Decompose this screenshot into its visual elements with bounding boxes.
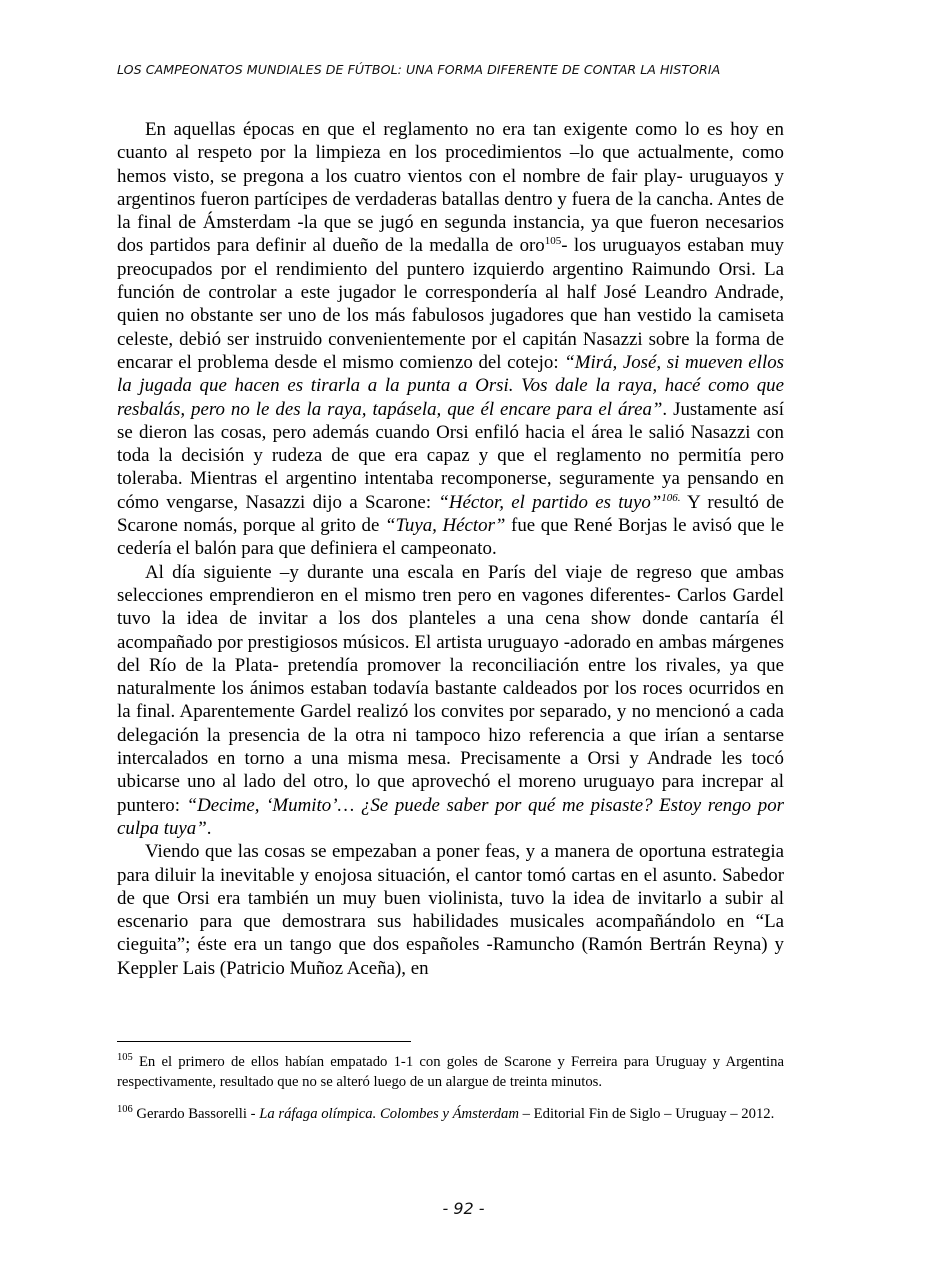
- p2-quote-1: “Decime, ‘Mumito’… ¿Se puede saber por qué me pisaste? Estoy rengo por culpa tuya”: [117, 794, 784, 839]
- paragraph-3: [117, 840, 784, 980]
- footnote-106: [117, 1105, 784, 1125]
- p1-quote-1: “Mirá, José, si mueven ellos la jugada que hacen es tirarla a la punta a Orsi. Vos dale la raya, hacé como que resbalás, pero no le des la raya, tapásela, que él encare para el área”: [117, 351, 784, 420]
- footnote-106-text-1: Gerardo Bassorelli -: [132, 1106, 260, 1123]
- footnote-number-106: 106: [117, 1104, 133, 1116]
- running-header: LOS CAMPEONATOS MUNDIALES DE FÚTBOL: UNA FORMA DIFERENTE DE CONTAR LA HISTORIA: [117, 62, 721, 77]
- p1-quote-3: “Tuya, Héctor”: [384, 515, 506, 537]
- p1-text-4: Y resultó de Scarone nomás, porque al grito de: [117, 491, 784, 537]
- paragraph-1: [117, 118, 784, 561]
- footnotes: [117, 1053, 784, 1138]
- footnote-106-text-2: – Editorial Fin de Siglo – Uruguay – 2012.: [518, 1106, 775, 1123]
- footnote-ref-106[interactable]: 106.: [661, 491, 681, 504]
- footnote-106-book-title: La ráfaga olímpica. Colombes y Ámsterdam: [259, 1106, 519, 1123]
- body-text: [117, 118, 784, 980]
- p1-text-3: . Justamente así se dieron las cosas, pero además cuando Orsi enfiló hacia el área le salió Nasazzi con toda la decisión y rudeza de que era capaz y que el reglamento no permitía pero toleraba. Mientras el argentino intentaba recomponerse, seguramente ya pensando en cómo vengarse, Nasazzi dijo a Scarone:: [117, 398, 784, 513]
- p2-text-2: .: [206, 817, 212, 839]
- footnote-105-text: En el primero de ellos habían empatado 1-1 con goles de Scarone y Ferreira para Uruguay y Argentina respectivamente, resultado que no se alteró luego de un alargue de treinta minutos.: [117, 1054, 784, 1090]
- p3-text-1: Viendo que las cosas se empezaban a poner feas, y a manera de oportuna estrategia para diluir la inevitable y enojosa situación, el cantor tomó cartas en el asunto. Sabedor de que Orsi era también un muy buen violinista, tuvo la idea de invitarlo a subir al escenario para que demostrara sus habilidades musicales acompañándolo en “La cieguita”; éste era un tango que dos españoles -Ramuncho (Ramón Bertrán Reyna) y Keppler Lais (Patricio Muñoz Aceña), en: [117, 841, 784, 979]
- footnote-ref-105[interactable]: 105: [544, 235, 562, 248]
- paragraph-2: [117, 561, 784, 841]
- footnote-number-105: 105: [117, 1052, 133, 1063]
- footnote-separator: [117, 1041, 411, 1042]
- p1-text-1: En aquellas épocas en que el reglamento no era tan exigente como lo es hoy en cuanto al respeto por la limpieza en los procedimientos –lo que actualmente, como hemos visto, se pregona a los cuatro vientos con el nombre de fair play- uruguayos y argentinos fueron partícipes de verdaderas batallas dentro y fuera de la cancha. Antes de la final de Ámsterdam -la que se jugó en segunda instancia, ya que fueron necesarios dos partidos para definir al dueño de la medalla de oro: [117, 119, 784, 257]
- p2-text-1: Al día siguiente –y durante una escala en París del viaje de regreso que ambas selecciones emprendieron en el mismo tren pero en vagones diferentes- Carlos Gardel tuvo la idea de invitar a los dos planteles a una cena show donde cantaría él acompañado por prestigiosos músicos. El artista uruguayo -adorado en ambas márgenes del Río de la Plata- pretendía promover la reconciliación entre los rivales, ya que naturalmente los ánimos estaban todavía bastante caldeados por los roces ocurridos en la final. Aparentemente Gardel realizó los convites por separado, y no mencionó a cada delegación la presencia de la otra ni tampoco hizo referencia a que irían a sentarse intercalados en torno a una misma mesa. Precisamente a Orsi y Andrade les tocó ubicarse uno al lado del otro, lo que aprovechó el moreno uruguayo para increpar al puntero:: [117, 561, 784, 816]
- footnote-105: [117, 1053, 784, 1092]
- p1-quote-2: “Héctor, el partido es tuyo”: [438, 491, 662, 513]
- p1-text-5: fue que René Borjas le avisó que le cedería el balón para que definiera el campeonato.: [117, 515, 784, 560]
- p1-text-2: - los uruguayos estaban muy preocupados por el rendimiento del puntero izquierdo argentino Raimundo Orsi. La función de controlar a este jugador le correspondería al half José Leandro Andrade, quien no obstante ser uno de los más fabulosos jugadores que han vestido la camiseta celeste, debió ser instruido convenientemente por el capitán Nasazzi sobre la forma de encarar el problema desde el mismo comienzo del cotejo:: [117, 235, 785, 373]
- page-number: - 92 -: [442, 1199, 485, 1218]
